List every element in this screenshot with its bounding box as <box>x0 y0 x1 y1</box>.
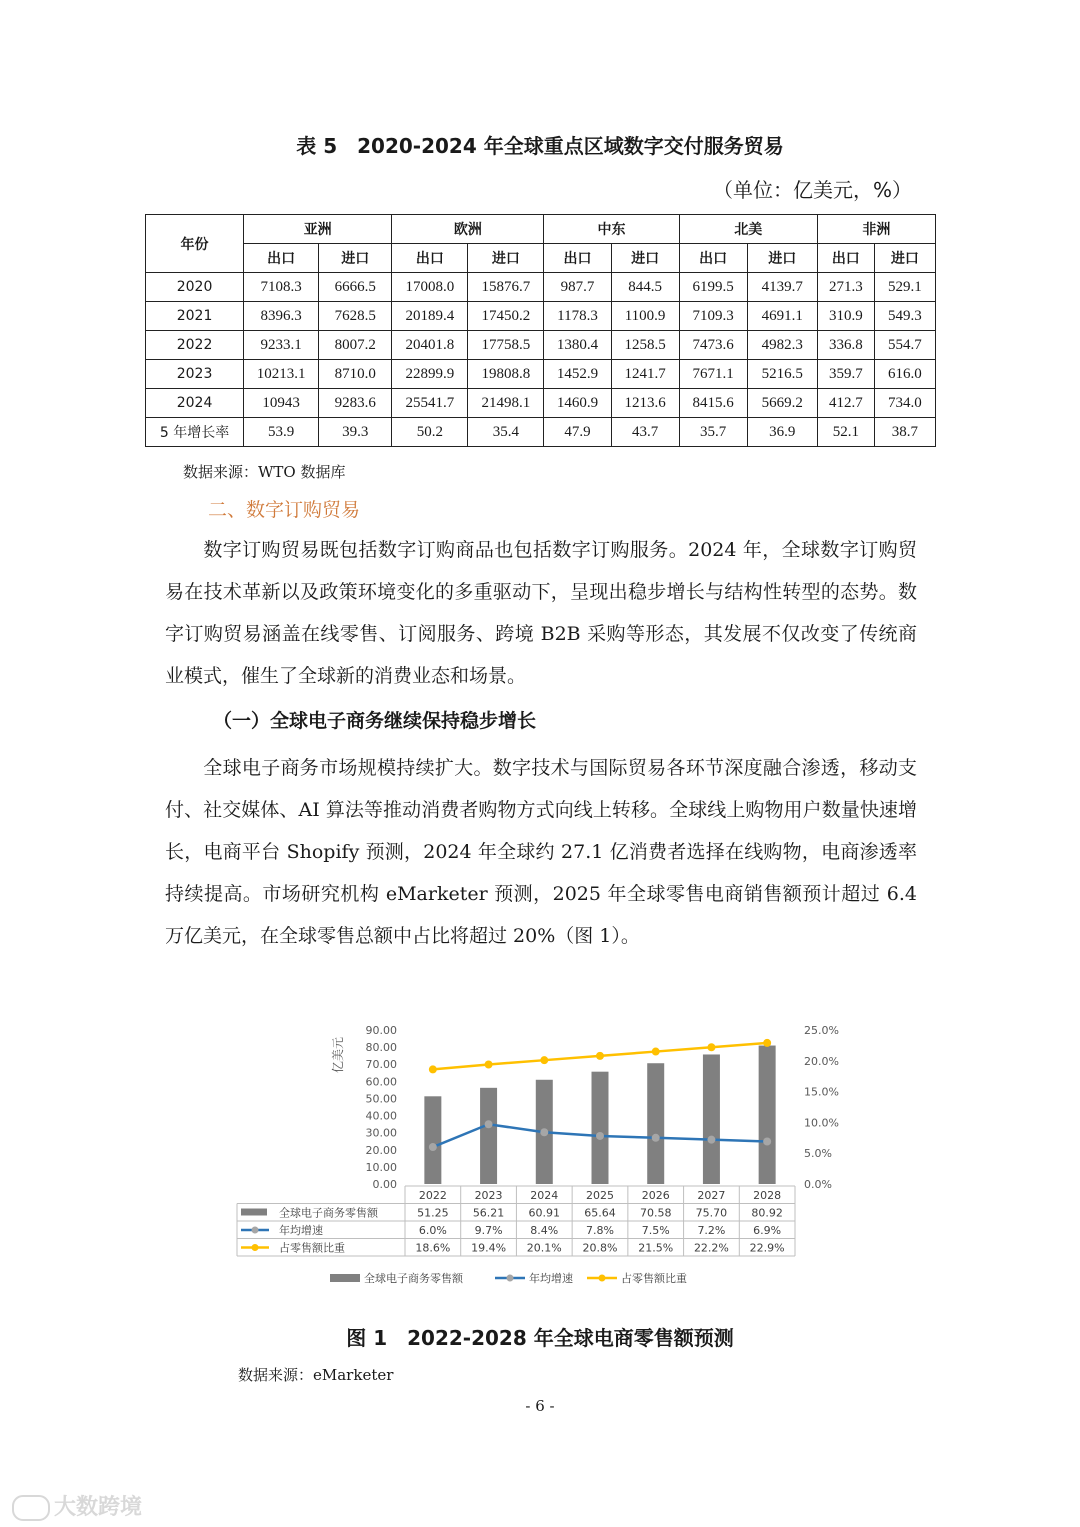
share-point <box>596 1052 604 1060</box>
region-header: 亚洲 <box>244 215 392 244</box>
value-cell: 1460.9 <box>544 389 611 418</box>
data-label: 7.2% <box>697 1224 726 1237</box>
value-cell: 6199.5 <box>679 273 747 302</box>
value-cell: 8710.0 <box>319 360 392 389</box>
y2-tick-label: 25.0% <box>804 1024 839 1037</box>
watermark-logo-icon <box>12 1495 50 1521</box>
value-cell: 529.1 <box>874 273 935 302</box>
value-cell: 20189.4 <box>392 302 468 331</box>
data-label: 18.6% <box>415 1241 451 1255</box>
bar <box>424 1096 441 1184</box>
data-label: 9.7% <box>474 1224 503 1237</box>
data-label: 51.25 <box>417 1206 449 1220</box>
x-tick-label: 2025 <box>586 1189 614 1202</box>
value-cell: 4982.3 <box>747 331 817 360</box>
y2-tick-label: 0.0% <box>804 1178 832 1191</box>
data-label: 7.8% <box>586 1224 614 1237</box>
value-cell: 734.0 <box>874 389 935 418</box>
import-header: 进口 <box>747 244 817 273</box>
value-cell: 10213.1 <box>244 360 319 389</box>
share-point <box>763 1039 771 1047</box>
value-cell: 8415.6 <box>679 389 747 418</box>
y2-tick-label: 10.0% <box>804 1116 839 1130</box>
value-cell: 1258.5 <box>611 331 679 360</box>
growth-point <box>652 1134 660 1142</box>
data-label: 60.91 <box>528 1206 561 1220</box>
y-tick-label: 70.00 <box>365 1058 397 1072</box>
y2-tick-label: 15.0% <box>804 1085 839 1099</box>
y-tick-label: 80.00 <box>365 1041 397 1055</box>
paragraph-1 <box>165 529 917 697</box>
value-cell: 19808.8 <box>468 360 544 389</box>
y-tick-label: 20.00 <box>365 1143 397 1157</box>
figure-source: 数据来源：eMarketer <box>238 1366 394 1384</box>
region-header: 非洲 <box>817 215 935 244</box>
value-cell: 8396.3 <box>244 302 319 331</box>
value-cell: 359.7 <box>817 360 874 389</box>
value-cell: 1178.3 <box>544 302 611 331</box>
value-cell: 43.7 <box>611 418 679 447</box>
table-title: 表 5 2020-2024 年全球重点区域数字交付服务贸易 <box>296 134 784 158</box>
bar <box>703 1054 720 1184</box>
value-cell: 15876.7 <box>468 273 544 302</box>
value-cell: 844.5 <box>611 273 679 302</box>
legend-item-label: 占零售额比重 <box>621 1272 687 1285</box>
value-cell: 7628.5 <box>319 302 392 331</box>
x-tick-label: 2026 <box>641 1189 670 1202</box>
value-cell: 616.0 <box>874 360 935 389</box>
import-header: 进口 <box>611 244 679 273</box>
export-header: 出口 <box>392 244 468 273</box>
value-cell: 7108.3 <box>244 273 319 302</box>
value-cell: 17450.2 <box>468 302 544 331</box>
export-header: 出口 <box>679 244 747 273</box>
legend-key-point <box>252 1227 259 1234</box>
ecommerce-chart <box>232 1018 839 1298</box>
year-cell: 2022 <box>146 331 244 360</box>
watermark-text: 大数跨境 <box>54 1495 143 1520</box>
value-cell: 271.3 <box>817 273 874 302</box>
year-cell: 5 年增长率 <box>146 418 244 447</box>
data-label: 19.4% <box>471 1241 507 1255</box>
year-cell: 2023 <box>146 360 244 389</box>
data-label: 22.9% <box>749 1241 785 1255</box>
trade-table <box>145 214 936 447</box>
value-cell: 6666.5 <box>319 273 392 302</box>
table-row <box>146 273 936 302</box>
table-unit: （单位：亿美元，%） <box>712 178 912 202</box>
page-number: - 6 - <box>525 1397 555 1415</box>
table-source: 数据来源：WTO 数据库 <box>183 463 346 481</box>
import-header: 进口 <box>874 244 935 273</box>
x-tick-label: 2027 <box>697 1189 726 1202</box>
value-cell: 8007.2 <box>319 331 392 360</box>
value-cell: 7473.6 <box>679 331 747 360</box>
legend-item-label: 年均增速 <box>529 1272 573 1285</box>
y-tick-label: 50.00 <box>365 1092 397 1106</box>
value-cell: 35.7 <box>679 418 747 447</box>
value-cell: 47.9 <box>544 418 611 447</box>
data-table-series-name: 年均增速 <box>279 1224 323 1237</box>
value-cell: 1380.4 <box>544 331 611 360</box>
section-heading: 二、数字订购贸易 <box>208 499 361 521</box>
x-tick-label: 2023 <box>474 1189 503 1202</box>
paragraph-1-text: 数字订购贸易既包括数字订购商品也包括数字订购服务。2024 年，全球数字订购贸易在技术革新以及政策环境变化的多重驱动下，呈现出稳步增长与结构性转型的态势。数字订购贸易涵盖在线零售、订阅服务、跨境 B2B 采购等形态，其发展不仅改变了传统商业模式，催生了全球新的消费业态和场景。 <box>165 539 917 687</box>
value-cell: 21498.1 <box>468 389 544 418</box>
paragraph-2-text: 全球电子商务市场规模持续扩大。数字技术与国际贸易各环节深度融合渗透，移动支付、社交媒体、AI 算法等推动消费者购物方式向线上转移。全球线上购物用户数量快速增长，电商平台 Shopify 预测，2024 年全球约 27.1 亿消费者选择在线购物，电商渗透率持续提高。市场研究机构 eMarketer 预测，2025 年全球零售电商销售额预计超过 6.4 万亿美元，在全球零售总额中占比将超过 20%（图 1）。 <box>165 757 917 947</box>
value-cell: 549.3 <box>874 302 935 331</box>
y-tick-label: 10.00 <box>365 1160 397 1174</box>
year-cell: 2021 <box>146 302 244 331</box>
table-header-row <box>146 215 936 244</box>
share-point <box>540 1056 548 1064</box>
y-tick-label: 30.00 <box>365 1126 397 1140</box>
growth-point <box>596 1132 604 1140</box>
value-cell: 50.2 <box>392 418 468 447</box>
legend-key-point <box>599 1275 606 1282</box>
value-cell: 36.9 <box>747 418 817 447</box>
region-header: 北美 <box>679 215 817 244</box>
data-label: 6.0% <box>418 1224 447 1237</box>
y2-tick-label: 20.0% <box>804 1054 839 1068</box>
y-tick-label: 60.00 <box>365 1075 397 1089</box>
table-row <box>146 331 936 360</box>
share-point <box>429 1065 437 1073</box>
export-header: 出口 <box>244 244 319 273</box>
table-subheader-row <box>146 244 936 273</box>
bar <box>647 1063 664 1184</box>
value-cell: 9283.6 <box>319 389 392 418</box>
legend-key-bar <box>241 1209 267 1216</box>
data-table-series-name: 占零售额比重 <box>279 1241 345 1255</box>
data-label: 21.5% <box>638 1241 674 1255</box>
watermark <box>12 1490 142 1521</box>
data-label: 7.5% <box>641 1224 670 1237</box>
data-label: 8.4% <box>530 1224 559 1237</box>
y-tick-label: 90.00 <box>365 1024 397 1037</box>
growth-point <box>763 1137 771 1145</box>
growth-point <box>429 1143 437 1151</box>
y-tick-label: 40.00 <box>365 1109 397 1123</box>
y-axis-label: 亿美元 <box>331 1036 345 1074</box>
data-table-series-name: 全球电子商务零售额 <box>279 1206 378 1220</box>
value-cell: 52.1 <box>817 418 874 447</box>
region-header: 中东 <box>544 215 679 244</box>
data-label: 22.2% <box>693 1241 729 1255</box>
data-label: 80.92 <box>751 1206 783 1220</box>
value-cell: 4139.7 <box>747 273 817 302</box>
value-cell: 10943 <box>244 389 319 418</box>
x-tick-label: 2022 <box>418 1189 447 1202</box>
value-cell: 987.7 <box>544 273 611 302</box>
value-cell: 7109.3 <box>679 302 747 331</box>
y2-tick-label: 5.0% <box>804 1147 832 1161</box>
year-cell: 2024 <box>146 389 244 418</box>
bar <box>592 1072 609 1184</box>
y-tick-label: 0.00 <box>372 1178 397 1191</box>
legend-key-bar <box>330 1274 360 1282</box>
data-label: 20.1% <box>526 1241 562 1255</box>
value-cell: 1100.9 <box>611 302 679 331</box>
value-cell: 17008.0 <box>392 273 468 302</box>
legend-key-point <box>252 1244 259 1251</box>
growth-point <box>540 1128 548 1136</box>
data-label: 70.58 <box>639 1206 672 1220</box>
value-cell: 7671.1 <box>679 360 747 389</box>
data-label: 65.64 <box>584 1206 616 1220</box>
value-cell: 310.9 <box>817 302 874 331</box>
import-header: 进口 <box>319 244 392 273</box>
value-cell: 20401.8 <box>392 331 468 360</box>
value-cell: 554.7 <box>874 331 935 360</box>
value-cell: 1241.7 <box>611 360 679 389</box>
value-cell: 4691.1 <box>747 302 817 331</box>
value-cell: 22899.9 <box>392 360 468 389</box>
legend-item-label: 全球电子商务零售额 <box>364 1272 463 1285</box>
value-cell: 5216.5 <box>747 360 817 389</box>
value-cell: 336.8 <box>817 331 874 360</box>
data-label: 56.21 <box>472 1206 505 1220</box>
export-header: 出口 <box>817 244 874 273</box>
share-point <box>707 1043 715 1051</box>
sub-heading: （一）全球电子商务继续保持稳步增长 <box>213 710 537 732</box>
data-label: 6.9% <box>753 1224 782 1237</box>
export-header: 出口 <box>544 244 611 273</box>
value-cell: 9233.1 <box>244 331 319 360</box>
value-cell: 1452.9 <box>544 360 611 389</box>
region-header: 欧洲 <box>392 215 544 244</box>
table-row <box>146 302 936 331</box>
paragraph-2 <box>165 747 917 957</box>
value-cell: 5669.2 <box>747 389 817 418</box>
share-point <box>485 1060 493 1068</box>
year-cell: 2020 <box>146 273 244 302</box>
share-point <box>652 1048 660 1056</box>
value-cell: 53.9 <box>244 418 319 447</box>
table-row <box>146 389 936 418</box>
value-cell: 25541.7 <box>392 389 468 418</box>
table-row <box>146 418 936 447</box>
bar <box>759 1046 776 1184</box>
data-label: 75.70 <box>695 1206 728 1220</box>
figure-caption: 图 1 2022-2028 年全球电商零售额预测 <box>346 1326 734 1350</box>
x-tick-label: 2028 <box>753 1189 782 1202</box>
growth-point <box>485 1120 493 1128</box>
table-row <box>146 360 936 389</box>
value-cell: 17758.5 <box>468 331 544 360</box>
data-label: 20.8% <box>582 1241 618 1255</box>
value-cell: 35.4 <box>468 418 544 447</box>
growth-point <box>707 1136 715 1144</box>
value-cell: 38.7 <box>874 418 935 447</box>
x-tick-label: 2024 <box>530 1189 559 1202</box>
value-cell: 39.3 <box>319 418 392 447</box>
value-cell: 1213.6 <box>611 389 679 418</box>
year-header: 年份 <box>146 215 244 273</box>
import-header: 进口 <box>468 244 544 273</box>
bar <box>480 1088 497 1184</box>
value-cell: 412.7 <box>817 389 874 418</box>
legend-key-point <box>507 1275 514 1282</box>
